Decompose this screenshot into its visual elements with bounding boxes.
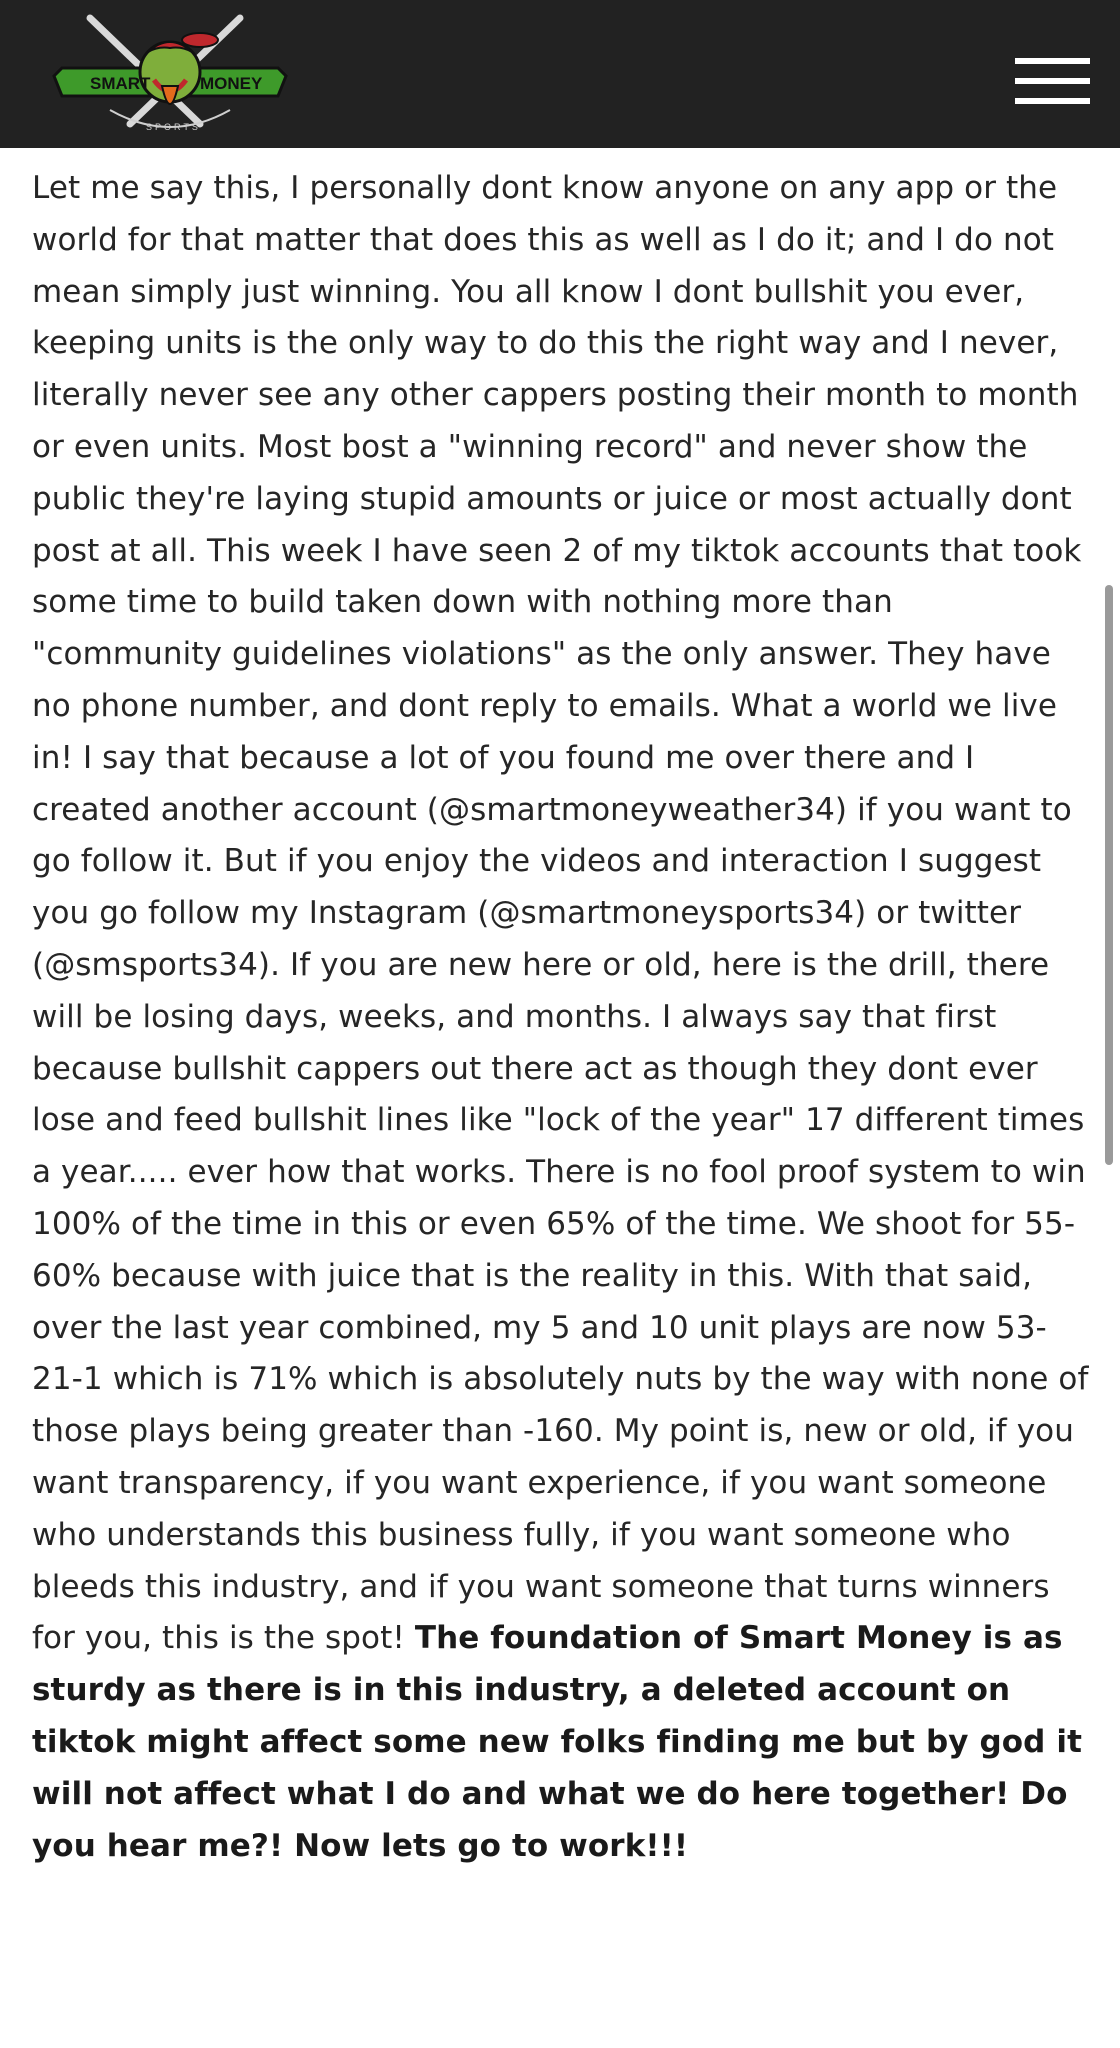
smart-money-sports-logo[interactable] <box>50 12 290 140</box>
article-paragraph <box>32 163 1092 1872</box>
logo-text-right: MONEY <box>200 74 263 93</box>
top-navigation-bar <box>0 0 1120 148</box>
logo-text-left: SMART <box>90 74 151 93</box>
logo-subtext: SPORTS <box>146 122 201 132</box>
logo-graphic <box>50 12 290 140</box>
article-bold-closing-text: The foundation of Smart Money is as sturdy as there is in this industry, a deleted account on tiktok might affect some new folks finding me but by god it will not affect what I do and what we do here together! Do you hear me?! Now lets go to work!!! <box>32 1620 1082 1864</box>
article-body-text: Let me say this, I personally dont know anyone on any app or the world for that matter that does this as well as I do it; and I do not mean simply just winning. You all know I dont bullshit you ever, keeping units is the only way to do this the right way and I never, literally never see any other cappers posting their month to month or even units. Most bost a "winning record" and never show the public they're laying stupid amounts or juice or most actually dont post at all. This week I have seen 2 of my tiktok accounts that took some time to build taken down with nothing more than "community guidelines violations" as the only answer. They have no phone number, and dont reply to emails. What a world we live in! I say that because a lot of you found me over there and I created another account (@smartmoneyweather34) if you want to go follow it. But if you enjoy the videos and interaction I suggest you go follow my Instagram (@smartmoneysports34) or twitter (@smsports34). If you are new here or old, here is the drill, there will be losing days, weeks, and months. I always say that first because bullshit cappers out there act as though they dont ever lose and feed bullshit lines like "lock of the year" 17 different times a year..... ever how that works. There is no fool proof system to win 100% of the time in this or even 65% of the time. We shoot for 55-60% because with juice that is the reality in this. With that said, over the last year combined, my 5 and 10 unit plays are now 53-21-1 which is 71% which is absolutely nuts by the way with none of those plays being greater than -160. My point is, new or old, if you want transparency, if you want experience, if you want someone who understands this business fully, if you want someone who bleeds this industry, and if you want someone that turns winners for you, this is the spot! <box>32 170 1089 1657</box>
article-content <box>32 163 1092 1872</box>
hamburger-line <box>1015 58 1090 64</box>
hamburger-menu-icon[interactable] <box>1015 58 1090 104</box>
vertical-scrollbar[interactable] <box>1105 585 1113 1165</box>
hamburger-line <box>1015 98 1090 104</box>
hamburger-line <box>1015 78 1090 84</box>
